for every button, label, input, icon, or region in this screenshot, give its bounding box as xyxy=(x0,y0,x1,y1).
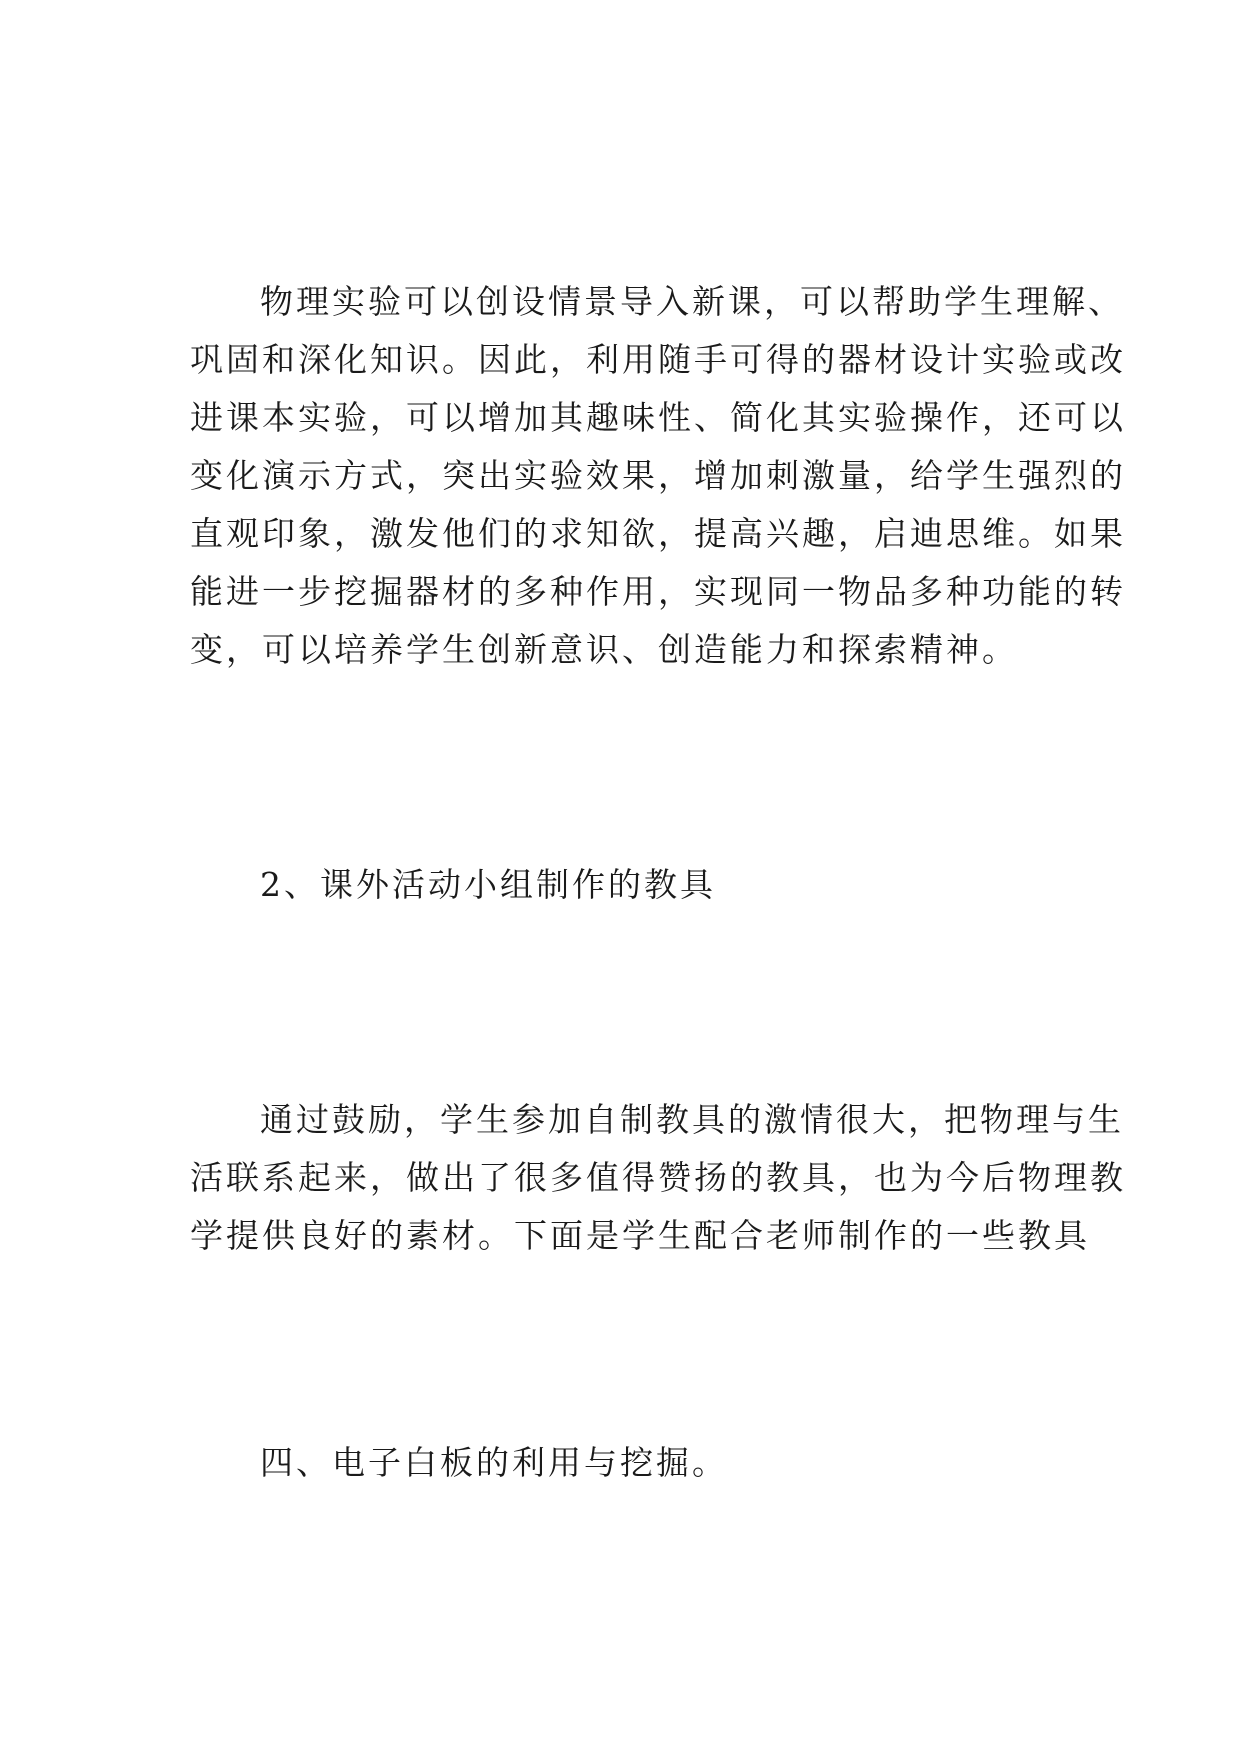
paragraph-physics-experiments xyxy=(190,273,1126,679)
heading-text: 2、课外活动小组制作的教具 xyxy=(260,865,716,904)
paragraph-line: 物理实验可以创设情景导入新课，可以帮助学生理解、 xyxy=(260,282,1124,321)
paragraph-line: 通过鼓励，学生参加自制教具的激情很大，把物理与生 xyxy=(260,1100,1124,1139)
paragraph-line: 直观印象，激发他们的求知欲，提高兴趣，启迪思维。如果 xyxy=(190,514,1126,553)
section-heading-whiteboard xyxy=(190,1434,1070,1492)
heading-text: 四、电子白板的利用与挖掘。 xyxy=(260,1443,728,1482)
paragraph-line: 巩固和深化知识。因此，利用随手可得的器材设计实验或改 xyxy=(190,340,1126,379)
paragraph-line: 活联系起来，做出了很多值得赞扬的教具，也为今后物理教 xyxy=(190,1158,1126,1197)
paragraph-line: 变，可以培养学生创新意识、创造能力和探索精神。 xyxy=(190,630,1018,669)
paragraph-line: 能进一步挖掘器材的多种作用，实现同一物品多种功能的转 xyxy=(190,572,1126,611)
section-heading-teaching-aids xyxy=(190,856,1070,914)
paragraph-line: 进课本实验，可以增加其趣味性、简化其实验操作，还可以 xyxy=(190,398,1126,437)
paragraph-line: 学提供良好的素材。下面是学生配合老师制作的一些教具 xyxy=(190,1216,1090,1255)
paragraph-student-made-aids xyxy=(190,1091,1126,1265)
paragraph-line: 变化演示方式，突出实验效果，增加刺激量，给学生强烈的 xyxy=(190,456,1126,495)
